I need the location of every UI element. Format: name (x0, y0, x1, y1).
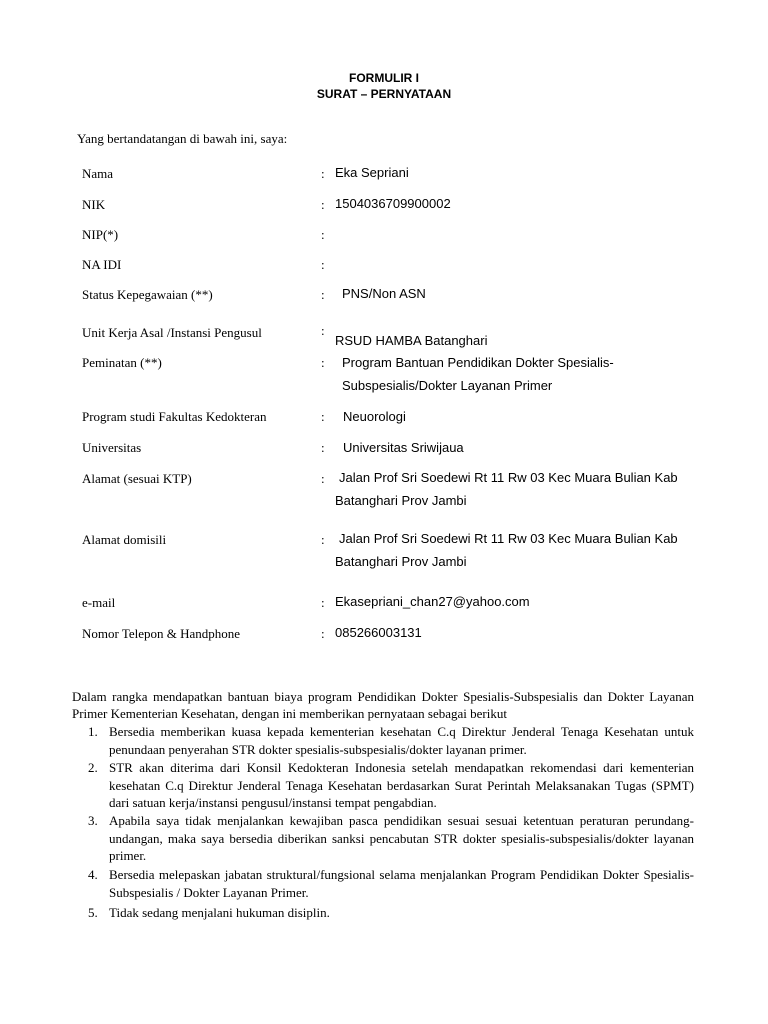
field-colon: : (321, 626, 325, 641)
field-label: Peminatan (**) (82, 355, 162, 370)
field-value-line-2: Batanghari Prov Jambi (335, 554, 467, 569)
field-colon: : (321, 287, 325, 302)
field-colon: : (321, 323, 325, 338)
field-label: NIP(*) (82, 227, 119, 242)
list-item-number: 5. (88, 905, 98, 920)
field-colon: : (321, 595, 325, 610)
field-value: Ekasepriani_chan27@yahoo.com (335, 594, 530, 609)
field-label: Status Kepegawaian (**) (82, 287, 213, 302)
list-item-text: Bersedia memberikan kuasa kepada kementerian kesehatan C.q Direktur Jenderal Tenaga Kesehatan untuk penundaan penyerahan STR dokter spesialis-subspesialis/dokter layanan primer. (109, 724, 694, 757)
field-colon: : (321, 197, 325, 212)
statement-paragraph: Dalam rangka mendapatkan bantuan biaya program Pendidikan Dokter Spesialis-Subspesialis dan Dokter Layanan Primer Kementerian Kesehatan, dengan ini memberikan pernyataan sebagai berikut (72, 689, 694, 721)
field-colon: : (321, 471, 325, 486)
field-label: Nama (82, 166, 114, 181)
list-item-text: Bersedia melepaskan jabatan struktural/fungsional selama menjalankan Program Pendidikan Dokter Spesialis-Subspesialis / Dokter Layanan Primer. (109, 867, 694, 900)
field-colon: : (321, 227, 325, 242)
list-item-text: STR akan diterima dari Konsil Kedokteran Indonesia setelah mendapatkan rekomendasi dari kementerian kesehatan C.q Direktur Jenderal Tenaga Kesehatan berdasarkan Surat Perintah Melaksanakan Tugas (SPMT) dari satuan kerja/instansi pengusul/instansi tempat pengabdian. (109, 760, 694, 810)
field-label: Universitas (82, 440, 142, 455)
field-value-line-2: Subspesialis/Dokter Layanan Primer (342, 378, 553, 393)
field-value-line-1: Program Bantuan Pendidikan Dokter Spesialis- (342, 355, 614, 370)
field-label: Alamat domisili (82, 532, 167, 547)
field-colon: : (321, 409, 325, 424)
list-item-number: 1. (88, 724, 98, 739)
list-item-number: 2. (88, 760, 98, 775)
field-colon: : (321, 166, 325, 181)
field-value: 1504036709900002 (335, 196, 451, 211)
list-item-number: 4. (88, 867, 98, 882)
field-label: Unit Kerja Asal /Instansi Pengusul (82, 325, 262, 340)
field-colon: : (321, 355, 325, 370)
list-item-text: Tidak sedang menjalani hukuman disiplin. (109, 905, 330, 920)
intro-text: Yang bertandatangan di bawah ini, saya: (77, 131, 288, 146)
field-value: PNS/Non ASN (342, 286, 426, 301)
form-title-line-1: FORMULIR I (349, 71, 419, 85)
list-item-text: Apabila saya tidak menjalankan kewajiban pasca pendidikan sesuai sesuai ketentuan peraturan perundang-undangan, maka saya bersedia diberikan sanksi pencabutan STR dokter spesialis-subspesialis/dokter layanan primer. (109, 813, 694, 863)
field-value-line-1: Jalan Prof Sri Soedewi Rt 11 Rw 03 Kec Muara Bulian Kab (339, 470, 678, 485)
field-label: Nomor Telepon & Handphone (82, 626, 241, 641)
field-label: Alamat (sesuai KTP) (82, 471, 192, 486)
field-value: Universitas Sriwijaua (343, 440, 464, 455)
field-value: Neuorologi (343, 409, 406, 424)
field-colon: : (321, 440, 325, 455)
field-value: RSUD HAMBA Batanghari (335, 333, 488, 348)
field-label: NIK (82, 197, 106, 212)
field-value-line-2: Batanghari Prov Jambi (335, 493, 467, 508)
field-colon: : (321, 532, 325, 547)
field-value: Eka Sepriani (335, 165, 409, 180)
field-value-line-1: Jalan Prof Sri Soedewi Rt 11 Rw 03 Kec Muara Bulian Kab (339, 531, 678, 546)
field-colon: : (321, 257, 325, 272)
field-label: e-mail (82, 595, 116, 610)
list-item-number: 3. (88, 813, 98, 828)
field-value: 085266003131 (335, 625, 422, 640)
field-label: NA IDI (82, 257, 122, 272)
form-title-line-2: SURAT – PERNYATAAN (316, 87, 452, 101)
field-label: Program studi Fakultas Kedokteran (82, 409, 267, 424)
